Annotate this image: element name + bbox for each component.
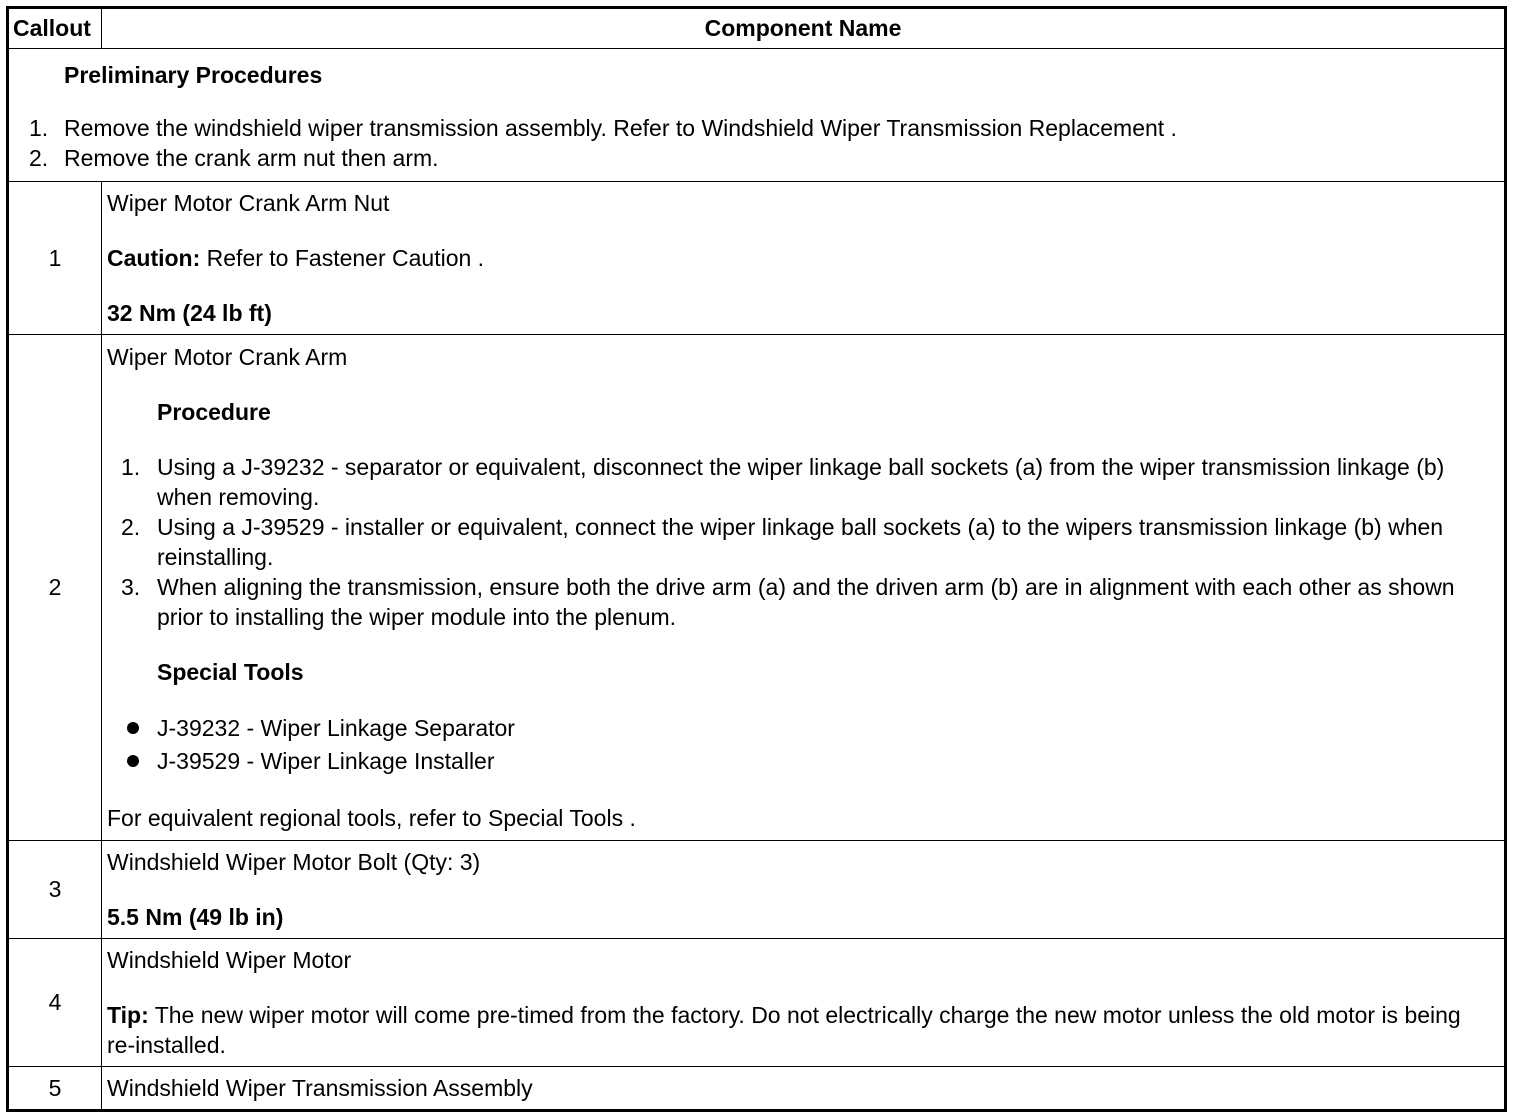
list-item (121, 452, 1490, 512)
step-text: Remove the crank arm nut then arm. (64, 145, 439, 171)
callout-number: 2 (8, 335, 102, 841)
step-text: Using a J-39529 - installer or equivalent, connect the wiper linkage ball sockets (a) to the wipers transmission linkage (b) when reinstalling. (157, 514, 1444, 570)
list-item (29, 113, 1494, 143)
preliminary-procedures (8, 49, 1506, 182)
step-number: 2. (121, 514, 141, 540)
component-cell (102, 841, 1506, 939)
bullet-icon (121, 745, 157, 778)
tip-label: Tip: (107, 1002, 149, 1028)
components-table (6, 6, 1507, 1112)
component-name: Windshield Wiper Transmission Assembly (107, 1075, 533, 1101)
torque-spec: 5.5 Nm (49 lb in) (107, 904, 284, 930)
bullet-icon (121, 712, 157, 745)
regional-tools-note: For equivalent regional tools, refer to Special Tools . (107, 805, 636, 831)
tip-note (107, 1000, 1490, 1060)
table-row (8, 939, 1506, 1067)
special-tools-list (121, 712, 1490, 778)
caution-note (107, 243, 1490, 273)
tip-text: The new wiper motor will come pre-timed from the factory. Do not electrically charge the new motor unless the old motor is being re-installed. (107, 1002, 1461, 1058)
step-number: 1. (121, 454, 141, 480)
component-name: Windshield Wiper Motor (107, 947, 352, 973)
component-name: Windshield Wiper Motor Bolt (Qty: 3) (107, 849, 481, 875)
step-text: When aligning the transmission, ensure both the drive arm (a) and the driven arm (b) are in alignment with each other as shown prior to installing the wiper module into the plenum. (157, 574, 1455, 630)
component-cell (102, 182, 1506, 335)
component-name: Wiper Motor Crank Arm Nut (107, 190, 390, 216)
procedure-steps (121, 452, 1490, 632)
tool-text: J-39529 - Wiper Linkage Installer (157, 748, 495, 774)
header-row (8, 8, 1506, 49)
component-cell (102, 335, 1506, 841)
preliminary-row (8, 49, 1506, 182)
callout-number: 4 (8, 939, 102, 1067)
tool-text: J-39232 - Wiper Linkage Separator (157, 715, 515, 741)
caution-text: Refer to Fastener Caution . (200, 245, 485, 271)
torque-spec: 32 Nm (24 lb ft) (107, 300, 272, 326)
callout-number: 3 (8, 841, 102, 939)
list-item (29, 143, 1494, 173)
preliminary-steps (29, 113, 1494, 173)
component-name-header: Component Name (102, 8, 1506, 49)
callout-number: 5 (8, 1067, 102, 1111)
callout-header: Callout (8, 8, 102, 49)
procedure-block (107, 397, 1490, 778)
step-number: 2. (29, 145, 49, 171)
step-text: Remove the windshield wiper transmission assembly. Refer to Windshield Wiper Transmission Replacement . (64, 115, 1177, 141)
component-name: Wiper Motor Crank Arm (107, 344, 348, 370)
step-text: Using a J-39232 - separator or equivalent, disconnect the wiper linkage ball sockets (a) from the wiper transmission linkage (b) when removing. (157, 454, 1445, 510)
step-number: 1. (29, 115, 49, 141)
step-number: 3. (121, 574, 141, 600)
procedure-title: Procedure (157, 399, 271, 425)
callout-number: 1 (8, 182, 102, 335)
list-item (121, 512, 1490, 572)
table-row (8, 841, 1506, 939)
list-item (121, 712, 1490, 745)
list-item (121, 572, 1490, 632)
caution-label: Caution: (107, 245, 201, 271)
special-tools-title: Special Tools (157, 659, 304, 685)
preliminary-title: Preliminary Procedures (64, 62, 323, 88)
list-item (121, 745, 1490, 778)
table-row (8, 335, 1506, 841)
table-row (8, 182, 1506, 335)
table-row (8, 1067, 1506, 1111)
component-cell (102, 939, 1506, 1067)
component-cell (102, 1067, 1506, 1111)
